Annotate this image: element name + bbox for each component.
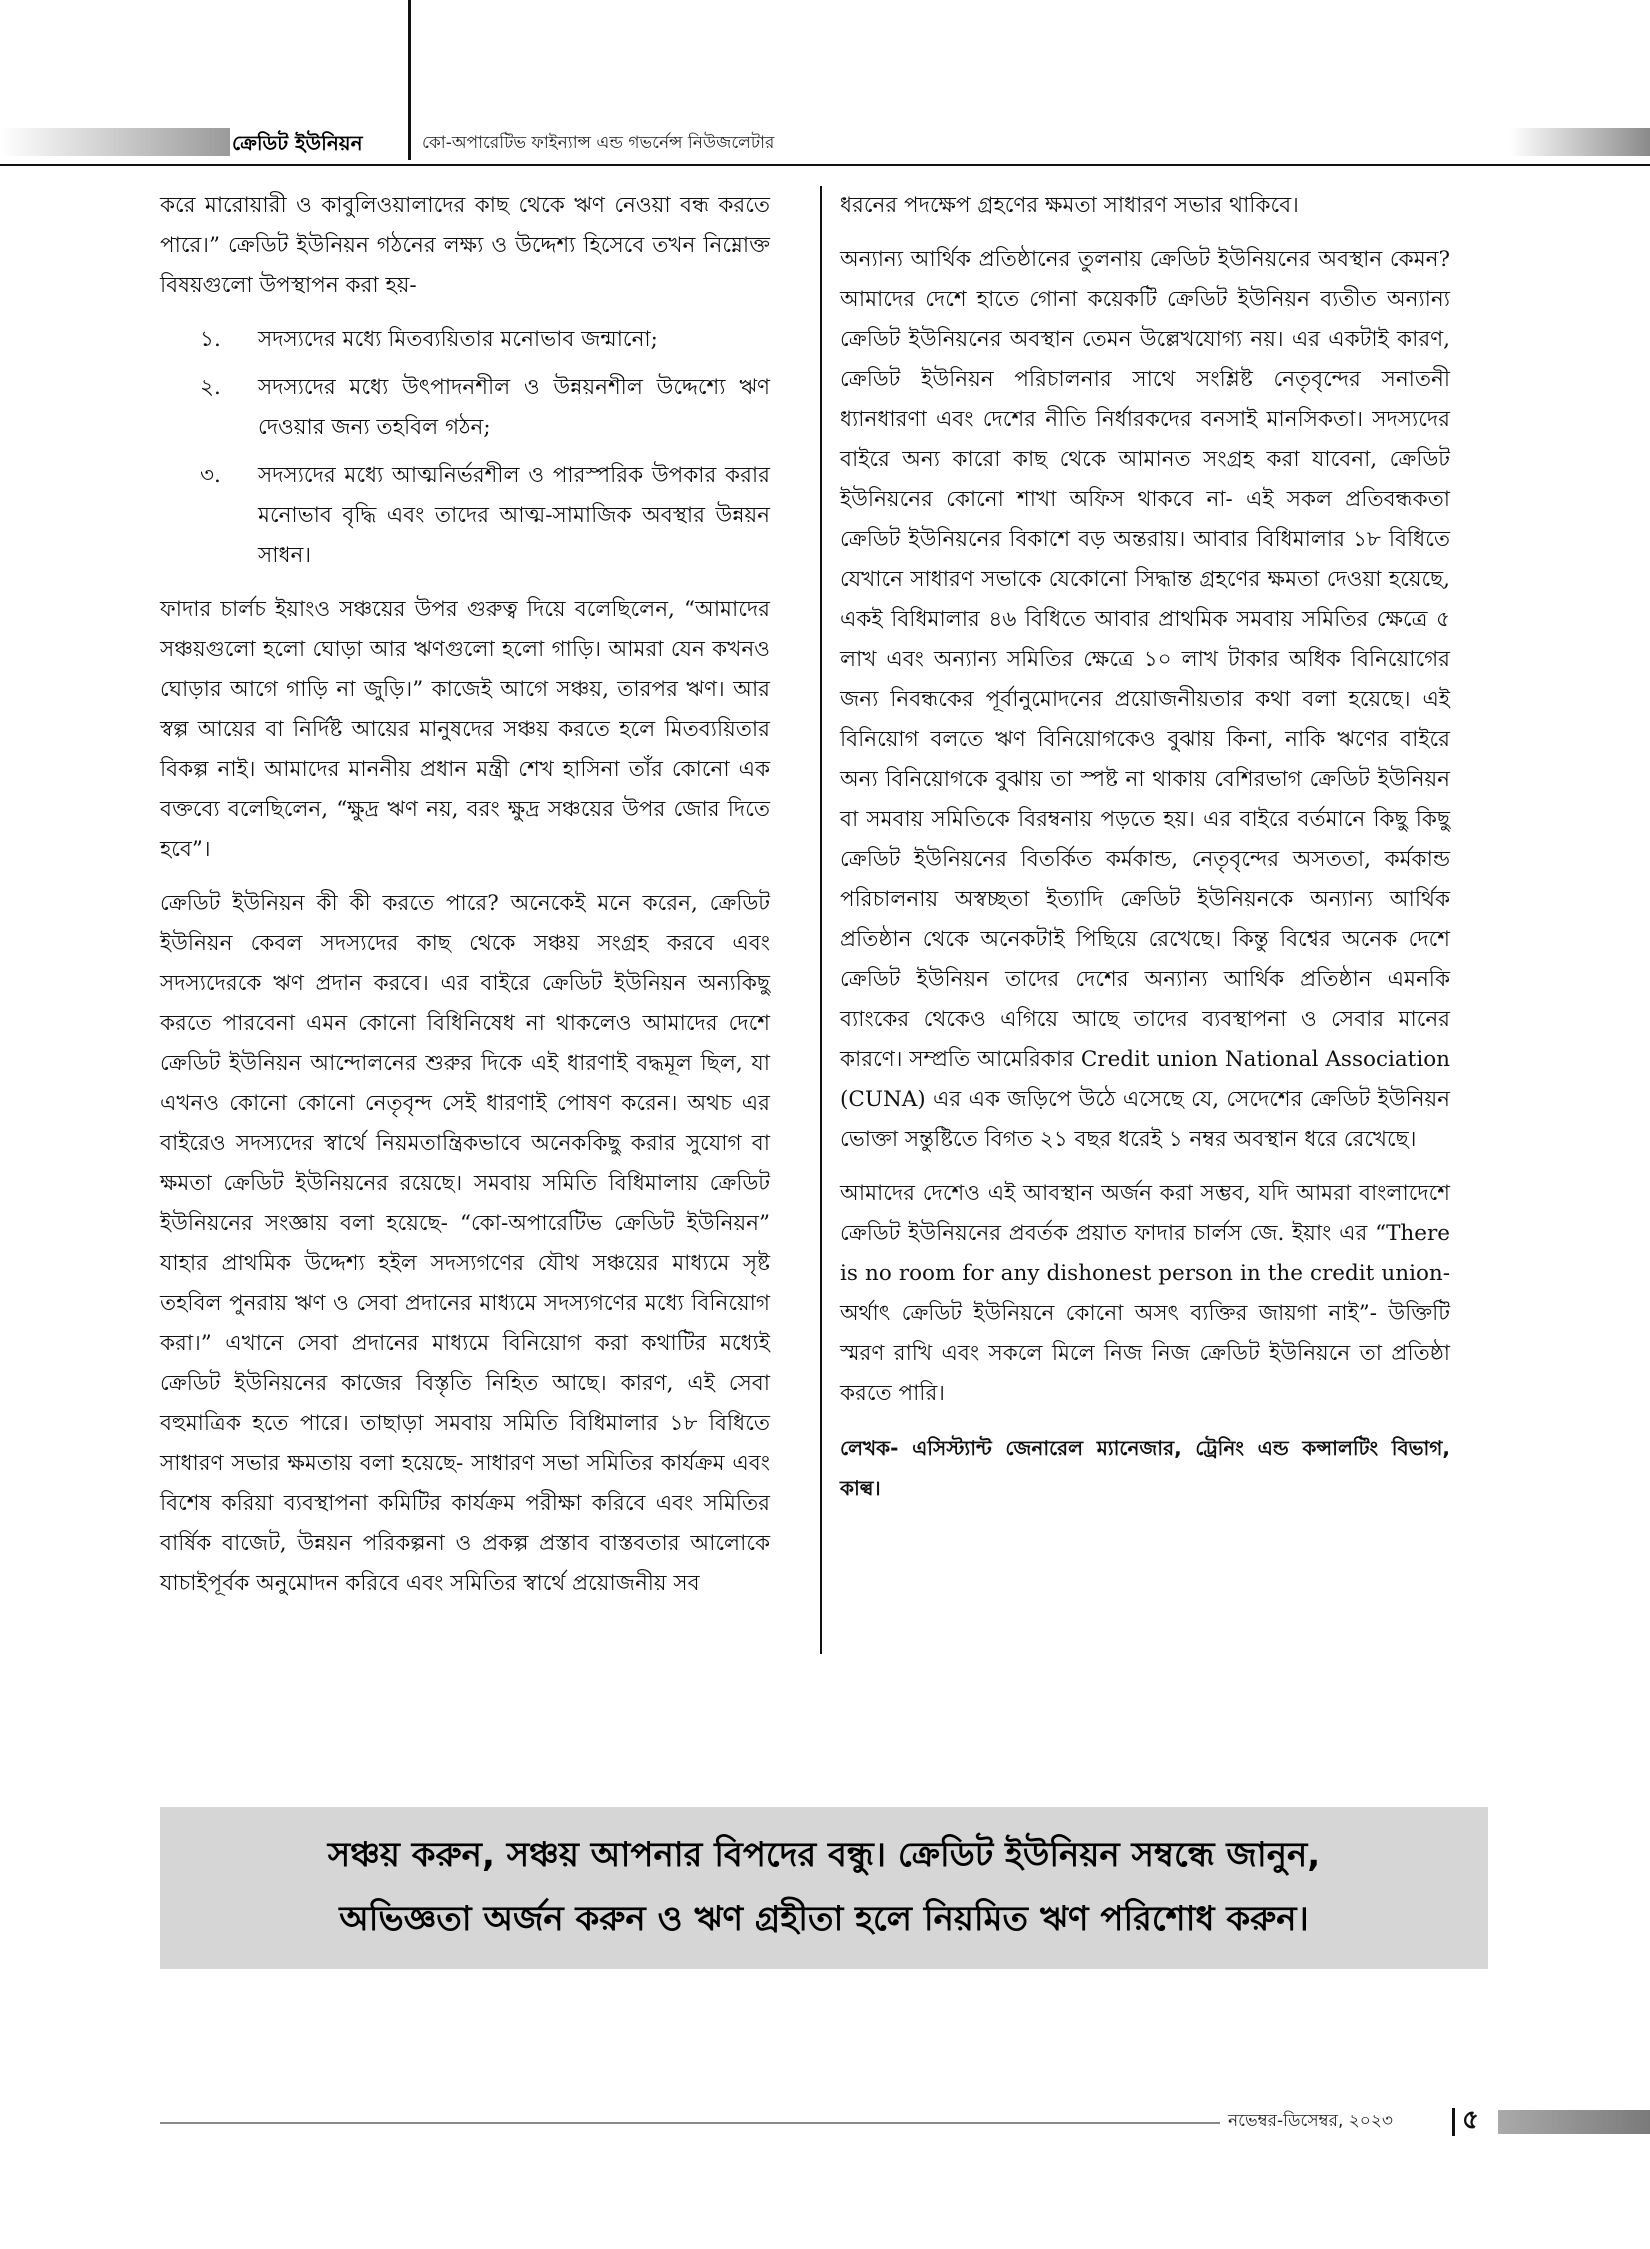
author-byline: লেখক- এসিস্ট্যান্ট জেনারেল ম্যানেজার, ট্রেনিং এন্ড কন্সালটিং বিভাগ, কাল্ব। — [840, 1436, 1450, 1500]
left-column — [160, 186, 770, 1618]
footer-rule — [160, 2122, 1220, 2124]
left-paragraph-3: ক্রেডিট ইউনিয়ন কী কী করতে পারে? অনেকেই মনে করেন, ক্রেডিট ইউনিয়ন কেবল সদস্যদের কাছ থেকে সঞ্চয় সংগ্রহ করবে এবং সদস্যদেরকে ঋণ প্রদান করবে। এর বাইরে ক্রেডিট ইউনিয়ন অন্যকিছু করতে পারবেনা এমন কোনো বিধিনিষেধ না থাকলেও আমাদের দেশে ক্রেডিট ইউনিয়ন আন্দোলনের শুরুর দিকে এই ধারণাই বদ্ধমূল ছিল, যা এখনও কোনো কোনো নেতৃবৃন্দ সেই ধারণাই পোষণ করেন। অথচ এর বাইরেও সদস্যদের স্বার্থে নিয়মতান্ত্রিকভাবে অনেককিছু করার সুযোগ বা ক্ষমতা ক্রেডিট ইউনিয়নের রয়েছে। সমবায় সমিতি বিধিমালায় ক্রেডিট ইউনিয়নের সংজ্ঞায় বলা হয়েছে- “কো-অপারেটিভ ক্রেডিট ইউনিয়ন” যাহার প্রাথমিক উদ্দেশ্য হইল সদস্যগণের যৌথ সঞ্চয়ের মাধ্যমে সৃষ্ট তহবিল পুনরায় ঋণ ও সেবা প্রদানের মাধ্যমে সদস্যগণের মধ্যে বিনিয়োগ করা।” এখানে সেবা প্রদানের মাধ্যমে বিনিয়োগ করা কথাটির মধ্যেই ক্রেডিট ইউনিয়নের কাজের বিস্তৃতি নিহিত আছে। কারণ, এই সেবা বহুমাত্রিক হতে পারে। তাছাড়া সমবায় সমিতি বিধিমালার ১৮ বিধিতে সাধারণ সভার ক্ষমতায় বলা হয়েছে- সাধারণ সভা সমিতির কার্যক্রম এবং বিশেষ করিয়া ব্যবস্থাপনা কমিটির কার্যক্রম পরীক্ষা করিবে এবং সমিতির বার্ষিক বাজেট, উন্নয়ন পরিকল্পনা ও প্রকল্প প্রস্তাব বাস্তবতার আলোকে যাচাইপূর্বক অনুমোদন করিবে এবং সমিতির স্বার্থে প্রয়োজনীয় সব — [160, 891, 770, 1596]
list-item — [160, 320, 770, 360]
newsletter-logo: ক্রেডিট ইউনিয়ন — [232, 131, 363, 155]
header-rule — [0, 164, 1650, 166]
footer-gradient — [1498, 2110, 1650, 2134]
right-paragraph-1: ধরনের পদক্ষেপ গ্রহণের ক্ষমতা সাধারণ সভার থাকিবে। — [840, 193, 1299, 218]
left-paragraph-1: করে মারোয়ারী ও কাবুলিওয়ালাদের কাছ থেকে ঋণ নেওয়া বন্ধ করতে পারে।” ক্রেডিট ইউনিয়ন গঠনের লক্ষ্য ও উদ্দেশ্য হিসেবে তখন নিম্নোক্ত বিষয়গুলো উপস্থাপন করা হয়- — [160, 193, 770, 298]
issue-date: নভেম্বর-ডিসেম্বর, ২০২৩ — [1228, 2111, 1393, 2131]
footer-separator — [1452, 2108, 1455, 2136]
slogan-line-1: সঞ্চয় করুন, সঞ্চয় আপনার বিপদের বন্ধু। ক্রেডিট ইউনিয়ন সম্বন্ধে জানুন, — [327, 1835, 1321, 1875]
right-paragraph-2: অন্যান্য আর্থিক প্রতিষ্ঠানের তুলনায় ক্রেডিট ইউনিয়নের অবস্থান কেমন? আমাদের দেশে হাতে গোনা কয়েকটি ক্রেডিট ইউনিয়ন ব্যতীত অন্যান্য ক্রেডিট ইউনিয়নের অবস্থান তেমন উল্লেখযোগ্য নয়। এর একটাই কারণ, ক্রেডিট ইউনিয়ন পরিচালনার সাথে সংশ্লিষ্ট নেতৃবৃন্দের সনাতনী ধ্যানধারণা এবং দেশের নীতি নির্ধারকদের বনসাই মানসিকতা। সদস্যদের বাইরে অন্য কারো কাছ থেকে আমানত সংগ্রহ করা যাবেনা, ক্রেডিট ইউনিয়নের কোনো শাখা অফিস থাকবে না- এই সকল প্রতিবন্ধকতা ক্রেডিট ইউনিয়নের বিকাশে বড় অন্তরায়। আবার বিধিমালার ১৮ বিধিতে যেখানে সাধারণ সভাকে যেকোনো সিদ্ধান্ত গ্রহণের ক্ষমতা দেওয়া হয়েছে, একই বিধিমালার ৪৬ বিধিতে আবার প্রাথমিক সমবায় সমিতির ক্ষেত্রে ৫ লাখ এবং অন্যান্য সমিতির ক্ষেত্রে ১০ লাখ টাকার অধিক বিনিয়োগের জন্য নিবন্ধকের পূর্বানুমোদনের প্রয়োজনীয়তার কথা বলা হয়েছে। এই বিনিয়োগ বলতে ঋণ বিনিয়োগকেও বুঝায় কিনা, নাকি ঋণের বাইরে অন্য বিনিয়োগকে বুঝায় তা স্পষ্ট না থাকায় বেশিরভাগ ক্রেডিট ইউনিয়ন বা সমবায় সমিতিকে বিরম্বনায় পড়তে হয়। এর বাইরে বর্তমানে কিছু কিছু ক্রেডিট ইউনিয়নের বিতর্কিত কর্মকান্ড, নেতৃবৃন্দের অসততা, কর্মকান্ড পরিচালনায় অস্বচ্ছতা ইত্যাদি ক্রেডিট ইউনিয়নকে অন্যান্য আর্থিক প্রতিষ্ঠান থেকে অনেকটাই পিছিয়ে রেখেছে। কিন্তু বিশ্বের অনেক দেশে ক্রেডিট ইউনিয়ন তাদের দেশের অন্যান্য আর্থিক প্রতিষ্ঠান এমনকি ব্যাংকের থেকেও এগিয়ে আছে তাদের ব্যবস্থাপনা ও সেবার মানের কারণে। সম্প্রতি আমেরিকার Credit union National Association (CUNA) এর এক জড়িপে উঠে এসেছে যে, সেদেশের ক্রেডিট ইউনিয়ন ভোক্তা সন্তুষ্টিতে বিগত ২১ বছর ধরেই ১ নম্বর অবস্থান ধরে রেখেছে। — [840, 247, 1450, 1152]
list-item — [160, 368, 770, 448]
list-number: ২. — [200, 375, 221, 400]
right-column — [840, 186, 1450, 1508]
right-paragraph-3: আমাদের দেশেও এই আবস্থান অর্জন করা সম্ভব, যদি আমরা বাংলাদেশে ক্রেডিট ইউনিয়নের প্রবর্তক প্রয়াত ফাদার চার্লস জে. ইয়াং এর “There is no room for any dishonest person in the credit union- অর্থাৎ ক্রেডিট ইউনিয়নে কোনো অসৎ ব্যক্তির জায়গা নাই”- উক্তিটি স্মরণ রাখি এবং সকলে মিলে নিজ নিজ ক্রেডিট ইউনিয়নে তা প্রতিষ্ঠা করতে পারি। — [840, 1181, 1450, 1406]
column-divider — [820, 186, 822, 1654]
header-gradient-right — [1510, 128, 1650, 156]
list-number: ১. — [200, 327, 221, 352]
list-text: সদস্যদের মধ্যে মিতব্যয়িতার মনোভাব জন্মানো; — [258, 327, 658, 352]
list-text: সদস্যদের মধ্যে আত্মনির্ভরশীল ও পারস্পরিক উপকার করার মনোভাব বৃদ্ধি এবং তাদের আত্ম-সামাজিক অবস্থার উন্নয়ন সাধন। — [258, 463, 770, 568]
left-paragraph-2: ফাদার চার্লচ ইয়াংও সঞ্চয়ের উপর গুরুত্ব দিয়ে বলেছিলেন, “আমাদের সঞ্চয়গুলো হলো ঘোড়া আর ঋণগুলো হলো গাড়ি। আমরা যেন কখনও ঘোড়ার আগে গাড়ি না জুড়ি।” কাজেই আগে সঞ্চয়, তারপর ঋণ। আর স্বল্প আয়ের বা নির্দিষ্ট আয়ের মানুষদের সঞ্চয় করতে হলে মিতব্যয়িতার বিকল্প নাই। আমাদের মাননীয় প্রধান মন্ত্রী শেখ হাসিনা তাঁর কোনো এক বক্তব্যে বলেছিলেন, “ক্ষুদ্র ঋণ নয়, বরং ক্ষুদ্র সঞ্চয়ের উপর জোর দিতে হবে”। — [160, 597, 770, 862]
slogan-line-2: অভিজ্ঞতা অর্জন করুন ও ঋণ গ্রহীতা হলে নিয়মিত ঋণ পরিশোধ করুন। — [339, 1899, 1309, 1939]
newsletter-title: কো-অপারেটিভ ফাইন্যান্স এন্ড গভর্নেন্স নিউজলেটার — [422, 133, 775, 153]
page-number: ৫ — [1462, 2105, 1479, 2135]
header-vertical-rule — [408, 0, 411, 160]
list-item — [160, 456, 770, 576]
list-text: সদস্যদের মধ্যে উৎপাদনশীল ও উন্নয়নশীল উদ্দেশ্যে ঋণ দেওয়ার জন্য তহবিল গঠন; — [258, 375, 770, 440]
list-number: ৩. — [200, 463, 221, 488]
header-gradient-left — [0, 128, 230, 156]
slogan-banner — [160, 1807, 1488, 1969]
objectives-list — [160, 320, 770, 576]
